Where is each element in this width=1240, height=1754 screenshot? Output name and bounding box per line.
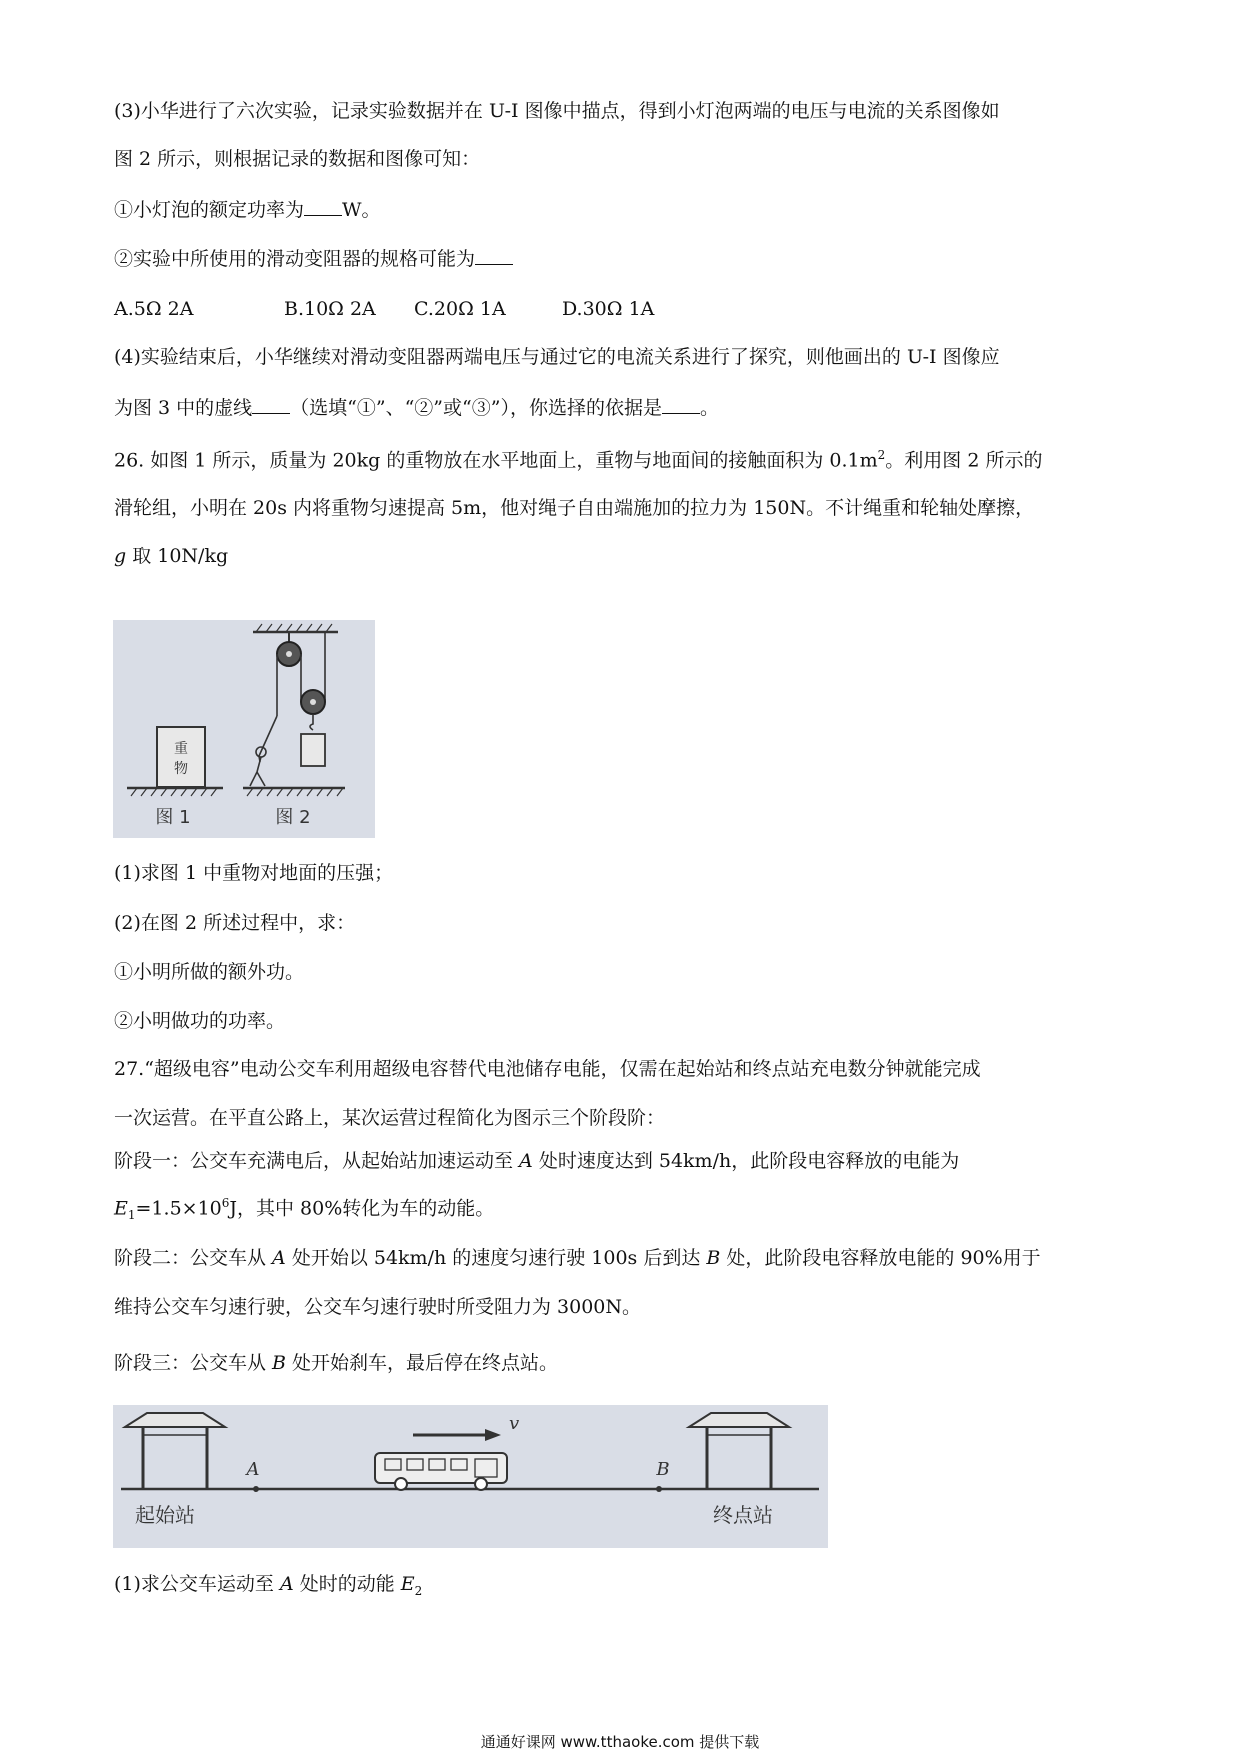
answer-blank bbox=[304, 199, 342, 216]
q25-part3-line1: (3)小华进行了六次实验，记录实验数据并在 U-I 图像中描点，得到小灯泡两端的电压与电流的关系图像如 bbox=[114, 100, 1000, 122]
end-station-roof bbox=[689, 1413, 789, 1427]
option-c: C.20Ω 1A bbox=[414, 298, 506, 320]
figure-caption-1: 图 1 bbox=[155, 807, 191, 828]
q27-stage3: 阶段三：公交车从 B 处开始刹车，最后停在终点站。 bbox=[114, 1352, 559, 1374]
point-b-label: B bbox=[656, 1459, 670, 1480]
option-a: A.5Ω 2A bbox=[114, 298, 194, 320]
bus-route-diagram bbox=[113, 1405, 828, 1548]
q26-sub1: (1)求图 1 中重物对地面的压强； bbox=[114, 862, 394, 884]
figure-caption-2: 图 2 bbox=[275, 807, 311, 828]
point-a-marker bbox=[253, 1486, 259, 1492]
pulley-figure bbox=[113, 620, 375, 838]
q26-line1: 26. 如图 1 所示，质量为 20kg 的重物放在水平地面上，重物与地面间的接触面积为 $0.1m^2$。利用图 2 所示的 bbox=[114, 448, 1043, 472]
bus-route-figure bbox=[113, 1405, 828, 1548]
point-a-label: A bbox=[246, 1459, 260, 1480]
q27-sub1: (1)求公交车运动至 A 处时的动能 $E_2$ bbox=[114, 1573, 423, 1598]
q25-part4-line2: 为图 3 中的虚线 （选填“①”、“②”或“③”），你选择的依据是 。 bbox=[114, 397, 719, 419]
bus-icon bbox=[375, 1453, 507, 1490]
q26-line2: 滑轮组，小明在 20s 内将重物匀速提高 5m，他对绳子自由端施加的拉力为 150N。不计绳重和轮轴处摩擦， bbox=[114, 497, 1035, 519]
q27-line1: 27.“超级电容”电动公交车利用超级电容替代电池储存电能，仅需在起始站和终点站充电数分钟就能完成 bbox=[114, 1058, 981, 1080]
q25-sub1: ①小灯泡的额定功率为 W。 bbox=[114, 199, 381, 221]
q25-options bbox=[114, 298, 654, 321]
q26-sub2b: ②小明做功的功率。 bbox=[114, 1010, 286, 1032]
q27-stage2: 阶段二：公交车从 A 处开始以 54km/h 的速度匀速行驶 100s 后到达 B 处，此阶段电容释放电能的 90%用于 bbox=[114, 1247, 1041, 1269]
q26-sub2a: ①小明所做的额外功。 bbox=[114, 961, 305, 983]
option-d: D.30Ω 1A bbox=[562, 298, 655, 320]
q25-sub2: ②实验中所使用的滑动变阻器的规格可能为 bbox=[114, 248, 513, 271]
option-b: B.10Ω 2A bbox=[284, 298, 376, 320]
start-station-label: 起始站 bbox=[135, 1503, 195, 1527]
end-station-label: 终点站 bbox=[713, 1503, 773, 1527]
q27-stage1: 阶段一：公交车充满电后，从起始站加速运动至 A 处时速度达到 54km/h，此阶段电容释放的电能为 bbox=[114, 1150, 960, 1172]
page-footer: 通通好课网 www.tthaoke.com 提供下载 bbox=[480, 1733, 760, 1751]
velocity-label: v bbox=[509, 1413, 520, 1434]
weight-box bbox=[157, 727, 205, 787]
q27-line2: 一次运营。在平直公路上，某次运营过程简化为图示三个阶段阶： bbox=[114, 1107, 666, 1129]
pulley-diagram bbox=[113, 620, 375, 838]
q25-part3-line2: 图 2 所示，则根据记录的数据和图像可知： bbox=[114, 148, 481, 170]
answer-blank bbox=[252, 397, 290, 414]
answer-blank bbox=[662, 397, 700, 414]
answer-blank bbox=[475, 248, 513, 265]
point-b-marker bbox=[656, 1486, 662, 1492]
start-station-roof bbox=[125, 1413, 225, 1427]
q27-stage2b: 维持公交车匀速行驶，公交车匀速行驶时所受阻力为 3000N。 bbox=[114, 1296, 642, 1318]
q27-stage1-energy: $E_1=1.5\times 10^6J$，其中 80%转化为车的动能。 bbox=[114, 1196, 495, 1223]
q26-line3: g 取 10N/kg bbox=[114, 545, 229, 567]
box-label-bottom: 物 bbox=[174, 761, 188, 777]
hanging-load bbox=[301, 734, 325, 766]
q25-part4-line1: (4)实验结束后，小华继续对滑动变阻器两端电压与通过它的电流关系进行了探究，则他画出的 U-I 图像应 bbox=[114, 346, 1000, 368]
q26-sub2: (2)在图 2 所述过程中，求： bbox=[114, 912, 356, 934]
box-label-top: 重 bbox=[174, 741, 188, 757]
